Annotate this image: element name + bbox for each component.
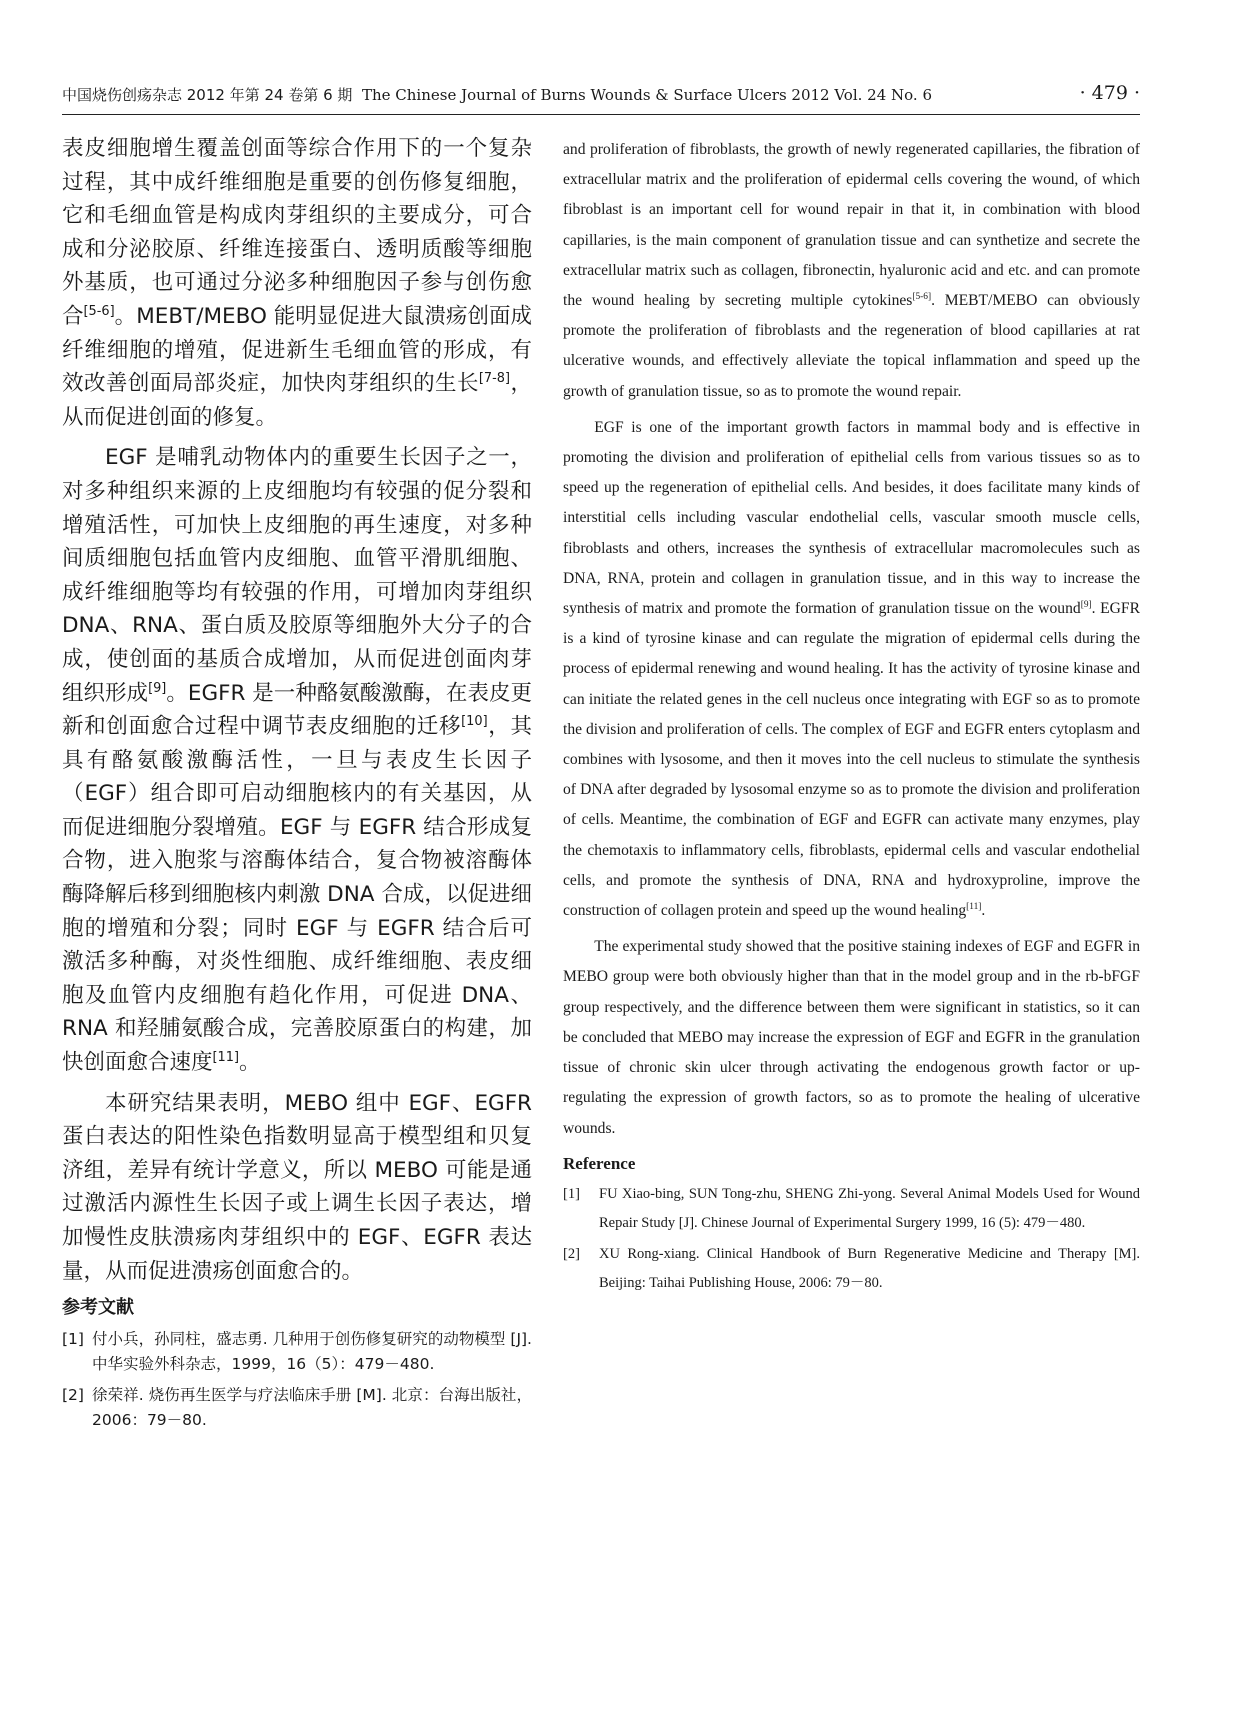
reference-text: FU Xiao-bing, SUN Tong-zhu, SHENG Zhi-yong. Several Animal Models Used for Wound Repair Study [J]. Chinese Journal of Experimental Surgery 1999, 16 (5): 479－480.: [599, 1185, 1140, 1231]
citation: [5-6]: [912, 291, 932, 302]
cn-p1-text-c: ，从而促进创面的修复。: [62, 371, 532, 430]
en-p2-text-b: . EGFR is a kind of tyrosine kinase and can regulate the migration of epidermal cells during the process of epidermal renewing and wound healing. It has the activity of tyrosine kinase and can initiate the related genes in the cell nucleus once integrating with EGF so as to promote the division and proliferation of cells. The complex of EGF and EGFR enters cytoplasm and combines with lysosome, and then it moves into the cell nucleus to stimulate the synthesis of DNA after degraded by lysosomal enzyme so as to promote the division and proliferation of cells. Meantime, the combination of EGF and EGFR can activate many enzymes, play the chemotaxis to inflammatory cells, fibroblasts, epidermal cells and vascular endothelial cells, and promote the synthesis of DNA, RNA and hydroxyproline, improve the construction of collagen protein and speed up the wound healing: [563, 600, 1140, 920]
citation: [7-8]: [478, 371, 511, 386]
reference-number: [1]: [563, 1185, 580, 1202]
reference-item: [563, 1180, 1140, 1238]
en-p2-text: EGF is one of the important growth factors in mammal body and is effective in promoting the division and proliferation of epithelial cells from various tissues so as to speed up the regeneration of epithelial cells. And besides, it does facilitate many kinds of interstitial cells including vascular endothelial cells, vascular smooth muscle cells, fibroblasts and others, increases the synthesis of extracellular macromolecules such as DNA, RNA, protein and collagen in granulation tissue, and in this way to increase the synthesis of matrix and promote the formation of granulation tissue on the wound: [563, 418, 1140, 618]
journal-title-cn: 中国烧伤创疡杂志 2012 年第 24 卷第 6 期: [62, 86, 353, 104]
en-paragraph-1: [563, 135, 1140, 407]
en-paragraph-3: The experimental study showed that the positive staining indexes of EGF and EGFR in MEBO group were both obviously higher than that in the model group and in the rb-bFGF group respectively, and the difference between them were significant in statistics, so it can be concluded that MEBO may increase the expression of EGF and EGFR in the granulation tissue of chronic skin ulcer through activating the endogenous growth factor or up-regulating the expression of growth factors, so as to promote the healing of ulcerative wounds.: [563, 938, 1140, 1137]
reference-text: XU Rong-xiang. Clinical Handbook of Burn Regenerative Medicine and Therapy [M]. Beijing: Taihai Publishing House, 2006: 79－80.: [599, 1245, 1140, 1291]
cn-p2-text-d: 。: [238, 1050, 261, 1076]
cn-p1-text-b: 。MEBT/MEBO 能明显促进大鼠溃疡创面成纤维细胞的增殖，促进新生毛细血管的形成，有效改善创面局部炎症，加快肉芽组织的生长: [62, 303, 532, 397]
page-number: · 479 ·: [1079, 82, 1140, 104]
cn-paragraph-2: [62, 441, 532, 1079]
en-p2-text-c: .: [981, 902, 986, 920]
running-header: [62, 80, 1140, 115]
chinese-column: [62, 132, 532, 1439]
citation: [5-6]: [83, 303, 115, 319]
citation: [10]: [461, 713, 488, 729]
en-p1-text-b: . MEBT/MEBO can obviously promote the proliferation of fibroblasts and the regeneration of blood capillaries at rat ulcerative wounds, and effectively alleviate the topical inflammation and speed up the growth of granulation tissue, so as to promote the wound repair.: [563, 292, 1141, 400]
reference-item: [62, 1383, 532, 1433]
citation: [9]: [148, 680, 167, 696]
reference-text: 徐荣祥. 烧伤再生医学与疗法临床手册 [M]. 北京：台海出版社，2006：79－80.: [92, 1386, 532, 1430]
journal-citation: [62, 84, 932, 105]
reference-item: [62, 1327, 532, 1377]
references-heading-cn: 参考文献: [62, 1297, 134, 1319]
citation: [11]: [966, 901, 982, 912]
cn-p2-text-c: ，其具有酪氨酸激酶活性，一旦与表皮生长因子（EGF）组合即可启动细胞核内的有关基因，从而促进细胞分裂增殖。EGF 与 EGFR 结合形成复合物，进入胞浆与溶酶体结合，复合物被溶酶体酶降解后移到细胞核内刺激 DNA 合成，以促进细胞的增殖和分裂；同时 EGF 与 EGFR 结合后可激活多种酶，对炎性细胞、成纤维细胞、表皮细胞及血管内皮细胞有趋化作用，可促进 DNA、RNA 和羟脯氨酸合成，完善胶原蛋白的构建，加快创面愈合速度: [62, 714, 532, 1076]
cn-p2-text: EGF 是哺乳动物体内的重要生长因子之一，对多种组织来源的上皮细胞均有较强的促分裂和增殖活性，可加快上皮细胞的再生速度，对多种间质细胞包括血管内皮细胞、血管平滑肌细胞、成纤维细胞等均有较强的作用，可增加肉芽组织 DNA、RNA、蛋白质及胶原等细胞外大分子的合成，使创面的基质合成增加，从而促进创面肉芽组织形成: [62, 445, 532, 706]
cn-p2-text-b: 。EGFR 是一种酪氨酸激酶，在表皮更新和创面愈合过程中调节表皮细胞的迁移: [62, 680, 532, 740]
citation: [9]: [1080, 599, 1092, 610]
references-heading-en: Reference: [563, 1153, 636, 1173]
reference-number: [1]: [62, 1330, 84, 1349]
cn-p1-text: 表皮细胞增生覆盖创面等综合作用下的一个复杂过程，其中成纤维细胞是重要的创伤修复细胞，它和毛细血管是构成肉芽组织的主要成分，可合成和分泌胶原、纤维连接蛋白、透明质酸等细胞外基质，也可通过分泌多种细胞因子参与创伤愈合: [62, 136, 532, 329]
en-p1-text: and proliferation of fibroblasts, the growth of newly regenerated capillaries, the fibration of extracellular matrix and the proliferation of epidermal cells covering the wound, of which fibroblast is an important cell for wound repair in that it, in combination with blood capillaries, is the main component of granulation tissue and can synthetize and secrete the extracellular matrix such as collagen, fibronectin, hyaluronic acid and etc. and can promote the wound healing by secreting multiple cytokines: [563, 141, 1140, 310]
reference-item: [563, 1240, 1140, 1298]
citation: [11]: [212, 1049, 239, 1065]
english-column: [563, 135, 1140, 1300]
reference-text: 付小兵，孙同柱，盛志勇. 几种用于创伤修复研究的动物模型 [J]. 中华实验外科杂志，1999，16（5）：479－480.: [92, 1330, 532, 1374]
journal-title-en: The Chinese Journal of Burns Wounds & Surface Ulcers 2012 Vol. 24 No. 6: [361, 86, 932, 104]
cn-paragraph-3: 本研究结果表明，MEBO 组中 EGF、EGFR 蛋白表达的阳性染色指数明显高于模型组和贝复济组，差异有统计学意义，所以 MEBO 可能是通过激活内源性生长因子或上调生长因子表达，增加慢性皮肤溃疡肉芽组织中的 EGF、EGFR 表达量，从而促进溃疡创面愈合的。: [62, 1090, 532, 1284]
cn-paragraph-1: [62, 132, 532, 434]
en-paragraph-2: [563, 413, 1140, 926]
reference-number: [2]: [563, 1245, 580, 1262]
reference-number: [2]: [62, 1386, 84, 1405]
